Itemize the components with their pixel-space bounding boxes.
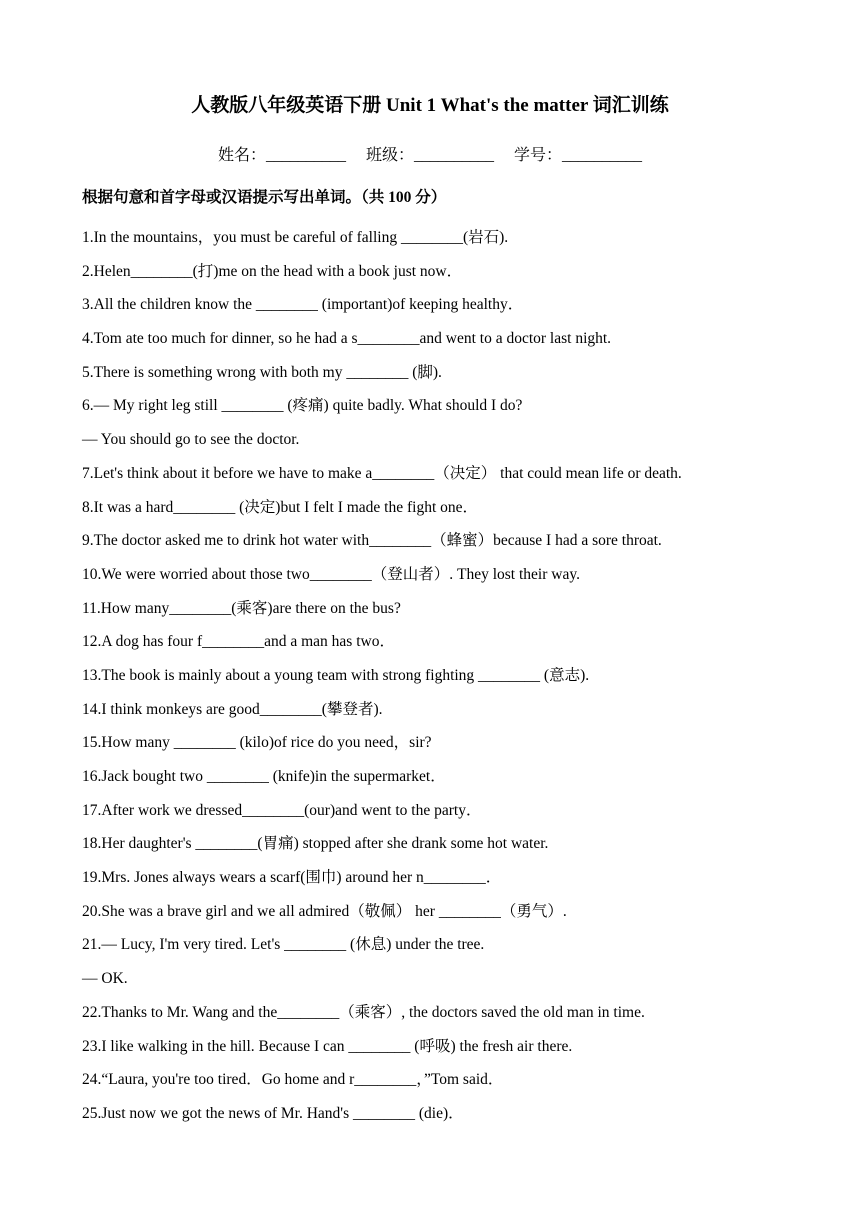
student-number-field: 学号：__________ — [514, 147, 643, 164]
question-22: 22.Thanks to Mr. Wang and the________（乘客）, the doctors saved the old man in time. — [82, 1003, 645, 1021]
question-18: 18.Her daughter's ________(胃痛) stopped after she drank some hot water. — [82, 835, 549, 853]
question-10: 10.We were worried about those two________（登山者）. They lost their way. — [82, 565, 580, 583]
question-11: 11.How many________(乘客)are there on the bus? — [82, 599, 401, 617]
instructions: 根据句意和首字母或汉语提示写出单词。（共 100 分） — [82, 189, 447, 206]
question-list — [82, 226, 802, 1136]
question-4: 4.Tom ate too much for dinner, so he had a s________and went to a doctor last night. — [82, 330, 612, 348]
question-6-answer: — You should go to see the doctor. — [82, 431, 300, 449]
question-15: 15.How many ________ (kilo)of rice do you need，sir? — [82, 734, 432, 752]
question-12: 12.A dog has four f________and a man has two． — [82, 633, 395, 651]
question-16: 16.Jack bought two ________ (knife)in the supermarket． — [82, 768, 446, 785]
question-20: 20.She was a brave girl and we all admired（敬佩） her ________（勇气）. — [82, 902, 567, 920]
class-field: 班级：__________ — [365, 147, 494, 164]
question-6: 6.— My right leg still ________ (疼痛) quite badly. What should I do? — [82, 397, 523, 415]
question-9: 9.The doctor asked me to drink hot water with________（蜂蜜）because I had a sore throat. — [82, 532, 662, 550]
question-13: 13.The book is mainly about a young team with strong fighting ________ (意志). — [82, 666, 590, 684]
question-1: 1.In the mountains，you must be careful of falling ________(岩石). — [82, 229, 509, 246]
question-3: 3.All the children know the ________ (important)of keeping healthy． — [82, 296, 524, 314]
question-23: 23.I like walking in the hill. Because I can ________ (呼吸) the fresh air there. — [82, 1037, 573, 1055]
question-19: 19.Mrs. Jones always wears a scarf(围巾) around her n________． — [82, 869, 502, 887]
page-title: 人教版八年级英语下册 Unit 1 What's the matter 词汇训练 — [191, 95, 669, 116]
name-field: 姓名：__________ — [217, 147, 346, 164]
question-7: 7.Let's think about it before we have to make a________（决定） that could mean life or death. — [82, 464, 682, 482]
question-2: 2.Helen________(打)me on the head with a book just now． — [82, 262, 463, 280]
question-21-answer: — OK. — [82, 970, 128, 988]
question-21: 21.— Lucy, I'm very tired. Let's ________ (休息) under the tree. — [82, 936, 485, 954]
question-24: 24.“Laura, you're too tired．Go home and r________，”Tom said． — [82, 1071, 504, 1089]
question-5: 5.There is something wrong with both my ________ (脚). — [82, 363, 442, 381]
question-8: 8.It was a hard________ (决定)but I felt I made the fight one． — [82, 498, 479, 516]
question-14: 14.I think monkeys are good________(攀登者). — [82, 700, 383, 718]
student-info-row — [0, 142, 860, 165]
question-17: 17.After work we dressed________(our)and went to the party． — [82, 801, 482, 819]
question-25: 25.Just now we got the news of Mr. Hand's ________ (die)． — [82, 1104, 464, 1122]
